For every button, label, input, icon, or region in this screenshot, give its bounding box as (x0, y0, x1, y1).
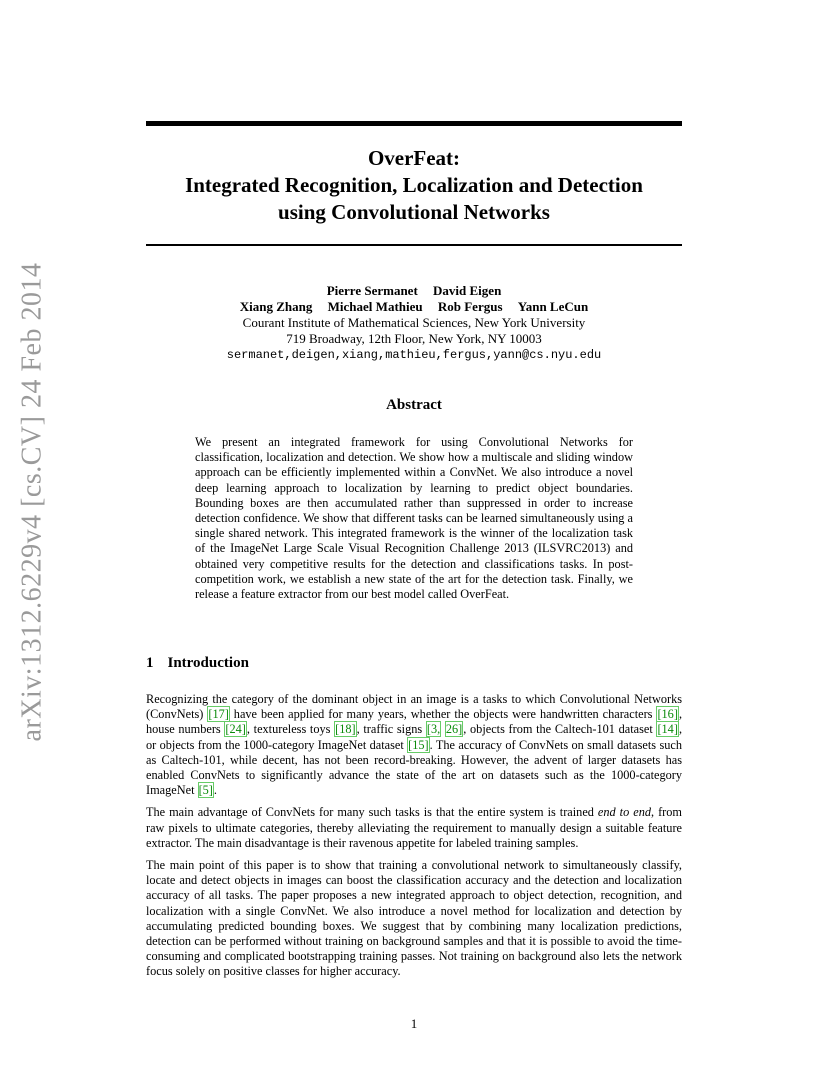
address: 719 Broadway, 12th Floor, New York, NY 10003 (286, 331, 542, 346)
author-emails: sermanet,deigen,xiang,mathieu,fergus,yann@cs.nyu.edu (226, 348, 602, 362)
affiliation: Courant Institute of Mathematical Sciences, New York University (242, 315, 586, 330)
abstract-text: We present an integrated framework for using Convolutional Networks for classification, localization and detection. We show how a multiscale and sliding window approach can be efficiently implemented within a ConvNet. We also introduce a novel deep learning approach to localization by learning to predict object boundaries. Bounding boxes are then accumulated rather than suppressed in order to increase detection confidence. We show that different tasks can be learned simultaneously using a single shared network. This integrated framework is the winner of the localization task of the ImageNet Large Scale Visual Recognition Challenge 2013 (ILSVRC2013) and obtained very competitive results for the detection and classifications tasks. In post-competition work, we establish a new state of the art for the detection task. Finally, we release a feature extractor from our best model called OverFeat. (195, 435, 633, 602)
author-row-1 (146, 283, 682, 299)
paragraph-3: The main point of this paper is to show that training a convolutional network to simultaneously classify, locate and detect objects in images can boost the classification accuracy and the detection and localization accuracy of all tasks. The paper proposes a new integrated approach to object detection, recognition, and localization with a single ConvNet. We also introduce a novel method for localization and detection by accumulating predicted bounding boxes. We suggest that by combining many localization predictions, detection can be performed without training on background samples and that it is possible to avoid the time-consuming and complicated bootstrapping training passes. Not training on background also lets the network focus solely on positive classes for higher accuracy. (146, 858, 682, 979)
title-line-2: Integrated Recognition, Localization and Detection (185, 173, 643, 197)
title-line-1: OverFeat: (367, 146, 461, 170)
emphasis: end to end (597, 805, 651, 820)
section-title: Introduction (167, 655, 249, 671)
title-rule-bottom (146, 244, 682, 246)
citation-link[interactable]: 26] (445, 722, 463, 737)
citation-link[interactable]: [24] (225, 722, 246, 737)
paragraph-2: The main advantage of ConvNets for many such tasks is that the entire system is trained end to end, from raw pixels to ultimate categories, thereby alleviating the requirement to manually design a suitable feature extractor. The main disadvantage is their ravenous appetite for labeled training samples. (146, 805, 682, 850)
citation-link[interactable]: [16] (657, 707, 678, 722)
citation-link[interactable]: [5] (198, 783, 213, 798)
page-number: 1 (410, 1016, 418, 1031)
author-block (146, 283, 682, 363)
citation-link[interactable]: [15] (408, 737, 429, 752)
paper-title (146, 145, 682, 226)
title-line-3: using Convolutional Networks (278, 200, 550, 224)
citation-link[interactable]: [3, (426, 722, 441, 737)
arxiv-stamp: arXiv:1312.6229v4 [cs.CV] 24 Feb 2014 (16, 262, 47, 741)
citation-link[interactable]: [14] (657, 722, 678, 737)
title-rule-top (146, 121, 682, 126)
author-name: David Eigen (433, 283, 502, 298)
body-text (146, 692, 682, 987)
section-heading (146, 655, 249, 672)
author-name: Pierre Sermanet (326, 283, 418, 298)
author-name: Rob Fergus (437, 299, 503, 314)
citation-link[interactable]: [17] (208, 707, 229, 722)
author-name: Xiang Zhang (239, 299, 313, 314)
author-name: Michael Mathieu (327, 299, 423, 314)
citation-link[interactable]: [18] (335, 722, 356, 737)
paragraph-1: Recognizing the category of the dominant object in an image is a tasks to which Convolutional Networks (ConvNets) [17] have been applied for many years, whether the objects were handwritten characters [16], house numbers [24], textureless toys [18], traffic signs [3, 26], objects from the Caltech-101 dataset [14], or objects from the 1000-category ImageNet dataset [15]. The accuracy of ConvNets on small datasets such as Caltech-101, while decent, has not been record-breaking. However, the advent of larger datasets has enabled ConvNets to significantly advance the state of the art on datasets such as the 1000-category ImageNet [5]. (146, 692, 683, 798)
section-number: 1 (146, 655, 154, 671)
author-row-2 (146, 299, 682, 315)
author-name: Yann LeCun (517, 299, 589, 314)
abstract-heading: Abstract (386, 397, 442, 413)
